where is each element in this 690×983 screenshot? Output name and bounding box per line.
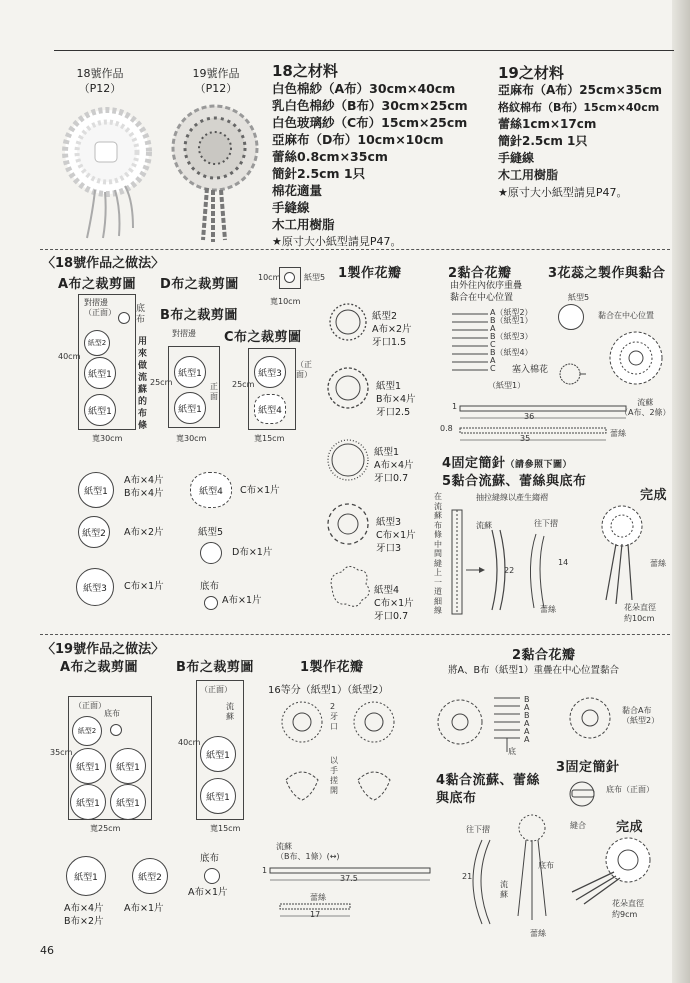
item19-caption: 19號作品 （P12） [192, 67, 240, 95]
s18-list-p3: 紙型3 [76, 568, 114, 606]
s18-dimC-w: 寬15cm [254, 434, 285, 443]
s18-lace3: 蕾絲 [650, 559, 666, 568]
s18-dimD-w: 寬10cm [270, 297, 301, 306]
s18-petal-text-2: 紙型1 B布×4片 牙口2.5 [376, 381, 416, 418]
s18-list-p2: 紙型2 [78, 516, 110, 548]
s19-base-mark: 底 [508, 747, 516, 756]
s18-list-p5-text: D布×1片 [232, 547, 273, 558]
s18-dimA-h: 40cm [58, 352, 81, 361]
s19-pin-drawing [568, 776, 608, 816]
s19-dimA-w: 寬25cm [90, 824, 121, 833]
section19-divider [40, 634, 670, 635]
section18-header: 〈18號作品之做法〉 [42, 256, 165, 271]
s18-petal-drawings [326, 298, 376, 628]
s18-list-p5 [200, 542, 222, 564]
s18-b-fold: 對摺邊 [172, 329, 196, 338]
s18-stack-lines [452, 312, 492, 372]
flower18-photo [55, 100, 165, 240]
s18-diameter: 花朵直徑 約10cm [624, 603, 656, 623]
s19-list-base-label: 底布 [200, 853, 220, 864]
s18-b-p1b: 紙型1 [174, 392, 206, 424]
item18-caption: 18號作品 （P12） [76, 67, 124, 95]
s19-step3: 3固定簡針 [556, 760, 620, 775]
s18-cutB-title: B布之裁剪圖 [160, 308, 238, 323]
s18-n08: 0.8 [440, 424, 453, 433]
s18-step3: 3花蕊之製作與黏合 [548, 266, 666, 281]
s19-fringe2: 流蘇 [500, 880, 508, 899]
s19-a-p2: 紙型2 [72, 716, 102, 746]
s19-b-p1a: 紙型1 [200, 736, 236, 772]
s18-a-fold: 對摺邊 （正面） [84, 298, 116, 317]
s19-dimA-h: 35cm [50, 748, 73, 757]
s19-lace2: 蕾絲 [530, 929, 546, 938]
s18-step3-p5-circle [558, 304, 584, 330]
s19-a-p1a: 紙型1 [70, 748, 106, 784]
s18-petal-text-1: 紙型2 A布×2片 牙口1.5 [372, 311, 412, 348]
s19-a-p1d: 紙型1 [110, 784, 146, 820]
s19-list-p1: 紙型1 [66, 856, 106, 896]
s19-step1: 1製作花瓣 [300, 660, 364, 675]
s19-glue-note: 黏合A布 （紙型2） [622, 706, 660, 725]
s18-step4: 4固定簡針（請參照下圖） [442, 456, 573, 471]
s18-petal-text-4: 紙型3 C布×1片 牙口3 [376, 517, 416, 554]
s18-list-p4: 紙型4 [190, 472, 232, 508]
s18-c-p4: 紙型4 [254, 394, 286, 424]
s18-b-p1a: 紙型1 [174, 356, 206, 388]
s18-fringe-label: 流蘇 （A布、2條） [620, 398, 671, 417]
s19-list-p2: 紙型2 [132, 858, 168, 894]
materials19-title: 19之材料 [498, 64, 564, 82]
s19-pull: 以手搓開 [330, 756, 338, 795]
top-rule [54, 50, 674, 51]
s18-list-base-text: A布×1片 [222, 595, 262, 606]
s18-a-p1b: 紙型1 [84, 394, 116, 426]
s19-done: 完成 [616, 820, 644, 835]
s19-a-face: （正面） [74, 701, 106, 710]
s18-dimB-h: 25cm [150, 378, 173, 387]
section18-divider [40, 249, 670, 250]
s18-list-base [204, 596, 218, 610]
s18-done: 完成 [640, 488, 668, 503]
materials18-list: 白色棉紗（A布）30cm×40cm 乳白色棉紗（B布）30cm×25cm 白色玻璃紗（C布）15cm×25cm 亞麻布（D布）10cm×10cm 蕾絲0.8cm×35cm 簡針2.5cm 1只 棉花適量 手縫線 木工用樹脂 ★原寸大小紙型請見P47。 [272, 81, 468, 248]
s19-diameter: 花朵直徑 約9cm [612, 899, 644, 919]
s18-dimB-w: 寬30cm [176, 434, 207, 443]
s19-n1: 1 [262, 866, 268, 875]
s18-n22: 22 [504, 566, 515, 575]
s18-list-p2-text: A布×2片 [124, 527, 164, 538]
s19-notch: 2牙口 [330, 702, 338, 731]
s18-n1: 1 [452, 402, 458, 411]
s18-list-p1-text: A布×4片 B布×4片 [124, 475, 164, 499]
s19-list-p1-text: A布×4片 B布×2片 [64, 903, 104, 927]
s18-stuff-label: 塞入棉花 [512, 365, 549, 375]
s18-list-p1: 紙型1 [78, 472, 114, 508]
s18-c-face: （正面） [296, 360, 312, 379]
s18-len36: 36 [524, 412, 535, 421]
s18-lace-label: 蕾絲 [610, 429, 626, 438]
s18-b-face: 正面 [210, 382, 218, 401]
s19-fringe-strip: 流蘇 （B布、1條）(↔) [276, 842, 340, 861]
s19-fold-down: 往下摺 [466, 825, 490, 834]
s18-fold-down: 往下摺 [534, 519, 558, 528]
s18-stuffed-flower [556, 360, 586, 390]
section19-header: 〈19號作品之做法〉 [42, 642, 165, 657]
s19-list-p2-text: A布×1片 [124, 903, 164, 914]
s18-step3-note: 黏合在中心位置 [598, 311, 654, 320]
s19-base3: 底布 [538, 861, 554, 870]
s19-cutA-title: A布之裁剪圖 [60, 660, 139, 675]
s19-dimB-w: 寬15cm [210, 824, 241, 833]
s19-stack-labels: B A B A A A [524, 695, 530, 744]
s18-pull-note: 抽拉縫線以產生縐褶 [476, 493, 548, 502]
s19-a-base: 底布 [104, 709, 120, 718]
s18-lace2: 蕾絲 [540, 605, 556, 614]
s18-list-p5-label: 紙型5 [198, 527, 224, 538]
book-spine [672, 0, 690, 983]
s18-fringe-note: 用來做流蘇的布條 [138, 337, 148, 431]
s18-a-p2: 紙型2 [84, 330, 110, 356]
s18-c-p3: 紙型3 [254, 356, 286, 388]
s19-list-base-text: A布×1片 [188, 887, 228, 898]
s18-step3-flower [606, 328, 666, 388]
s19-step2-note: 將A、B布（紙型1）重疊在中心位置黏合 [448, 665, 620, 676]
s18-step3-p5: 紙型5 [568, 293, 590, 302]
s18-n14: 14 [558, 558, 569, 567]
s18-cutC-title: C布之裁剪圖 [224, 330, 302, 345]
s19-step1-note: 16等分（紙型1）（紙型2） [268, 685, 389, 696]
s19-base-face: 底布（正面） [606, 785, 654, 794]
s18-a-p1a: 紙型1 [84, 357, 116, 389]
page-number: 46 [40, 944, 54, 957]
s19-dimB-h: 40cm [178, 738, 201, 747]
s19-cutB-title: B布之裁剪圖 [176, 660, 254, 675]
s18-dimD-p: 紙型5 [304, 273, 326, 282]
s18-stack-note: （紙型1） [488, 381, 526, 390]
s19-list-base [204, 868, 220, 884]
s19-a-base-circle [110, 724, 122, 736]
s19-len17: 17 [310, 910, 321, 919]
s18-len35: 35 [520, 434, 531, 443]
s18-step1: 1製作花瓣 [338, 266, 402, 281]
s18-step2-note: 由外往內依序重疊 黏合在中心位置 [450, 281, 523, 303]
s19-step2: 2黏合花瓣 [512, 648, 576, 663]
s19-len375: 37.5 [340, 874, 358, 883]
s18-petal-text-5: 紙型4 C布×1片 牙口0.7 [374, 585, 414, 622]
s19-step4-drawing [460, 812, 570, 932]
s19-step1-drawings [270, 700, 420, 810]
s19-b-face: （正面） [200, 685, 232, 694]
s18-finished-flower [598, 500, 658, 610]
materials18-title: 18之材料 [272, 62, 338, 80]
s18-a-base: 底布 [136, 304, 146, 325]
s19-sew: 縫合 [570, 821, 586, 830]
s19-b-p1b: 紙型1 [200, 778, 236, 814]
s19-step2-result [568, 694, 618, 744]
s18-a-base-circle [118, 312, 130, 324]
s19-a-p1b: 紙型1 [110, 748, 146, 784]
s18-dimD-h: 10cm [258, 273, 281, 282]
s18-fringe-strip-label: 流蘇 [476, 521, 492, 530]
s18-step5: 5黏合流蘇、蕾絲與底布 [442, 474, 587, 489]
s18-list-p4-text: C布×1片 [240, 485, 280, 496]
s18-vert-note: 在流蘇布條中間縫上一道細線 [434, 492, 442, 615]
s18-dimC-h: 25cm [232, 380, 255, 389]
s19-b-fringe: 流蘇 [226, 702, 234, 721]
s19-step4: 4黏合流蘇、蕾絲與底布 [436, 773, 541, 806]
s19-a-p1c: 紙型1 [70, 784, 106, 820]
flower19-photo [165, 100, 265, 245]
s19-finished-flower [566, 834, 656, 904]
s19-n21: 21 [462, 872, 473, 881]
s18-list-base-label: 底布 [200, 581, 220, 592]
s18-stack-labels: A（紙型2） B（紙型1） A B（紙型3） C B（紙型4） A C [490, 308, 533, 373]
s18-step2: 2黏合花瓣 [448, 266, 512, 281]
s19-lace-label: 蕾絲 [310, 893, 326, 902]
s18-dimA-w: 寬30cm [92, 434, 123, 443]
s18-list-p3-text: C布×1片 [124, 581, 164, 592]
materials19-list: 亞麻布（A布）25cm×35cm 格紋棉布（B布）15cm×40cm 蕾絲1cm×17cm 簡針2.5cm 1只 手縫線 木工用樹脂 ★原寸大小紙型請見P47。 [498, 83, 662, 199]
s18-cutA-title: A布之裁剪圖 [58, 277, 137, 292]
s18-petal-text-3: 紙型1 A布×4片 牙口0.7 [374, 447, 414, 484]
s18-d-circle [284, 272, 295, 283]
s19-step2-drawing [434, 694, 574, 754]
s18-cutD-title: D布之裁剪圖 [160, 277, 239, 292]
